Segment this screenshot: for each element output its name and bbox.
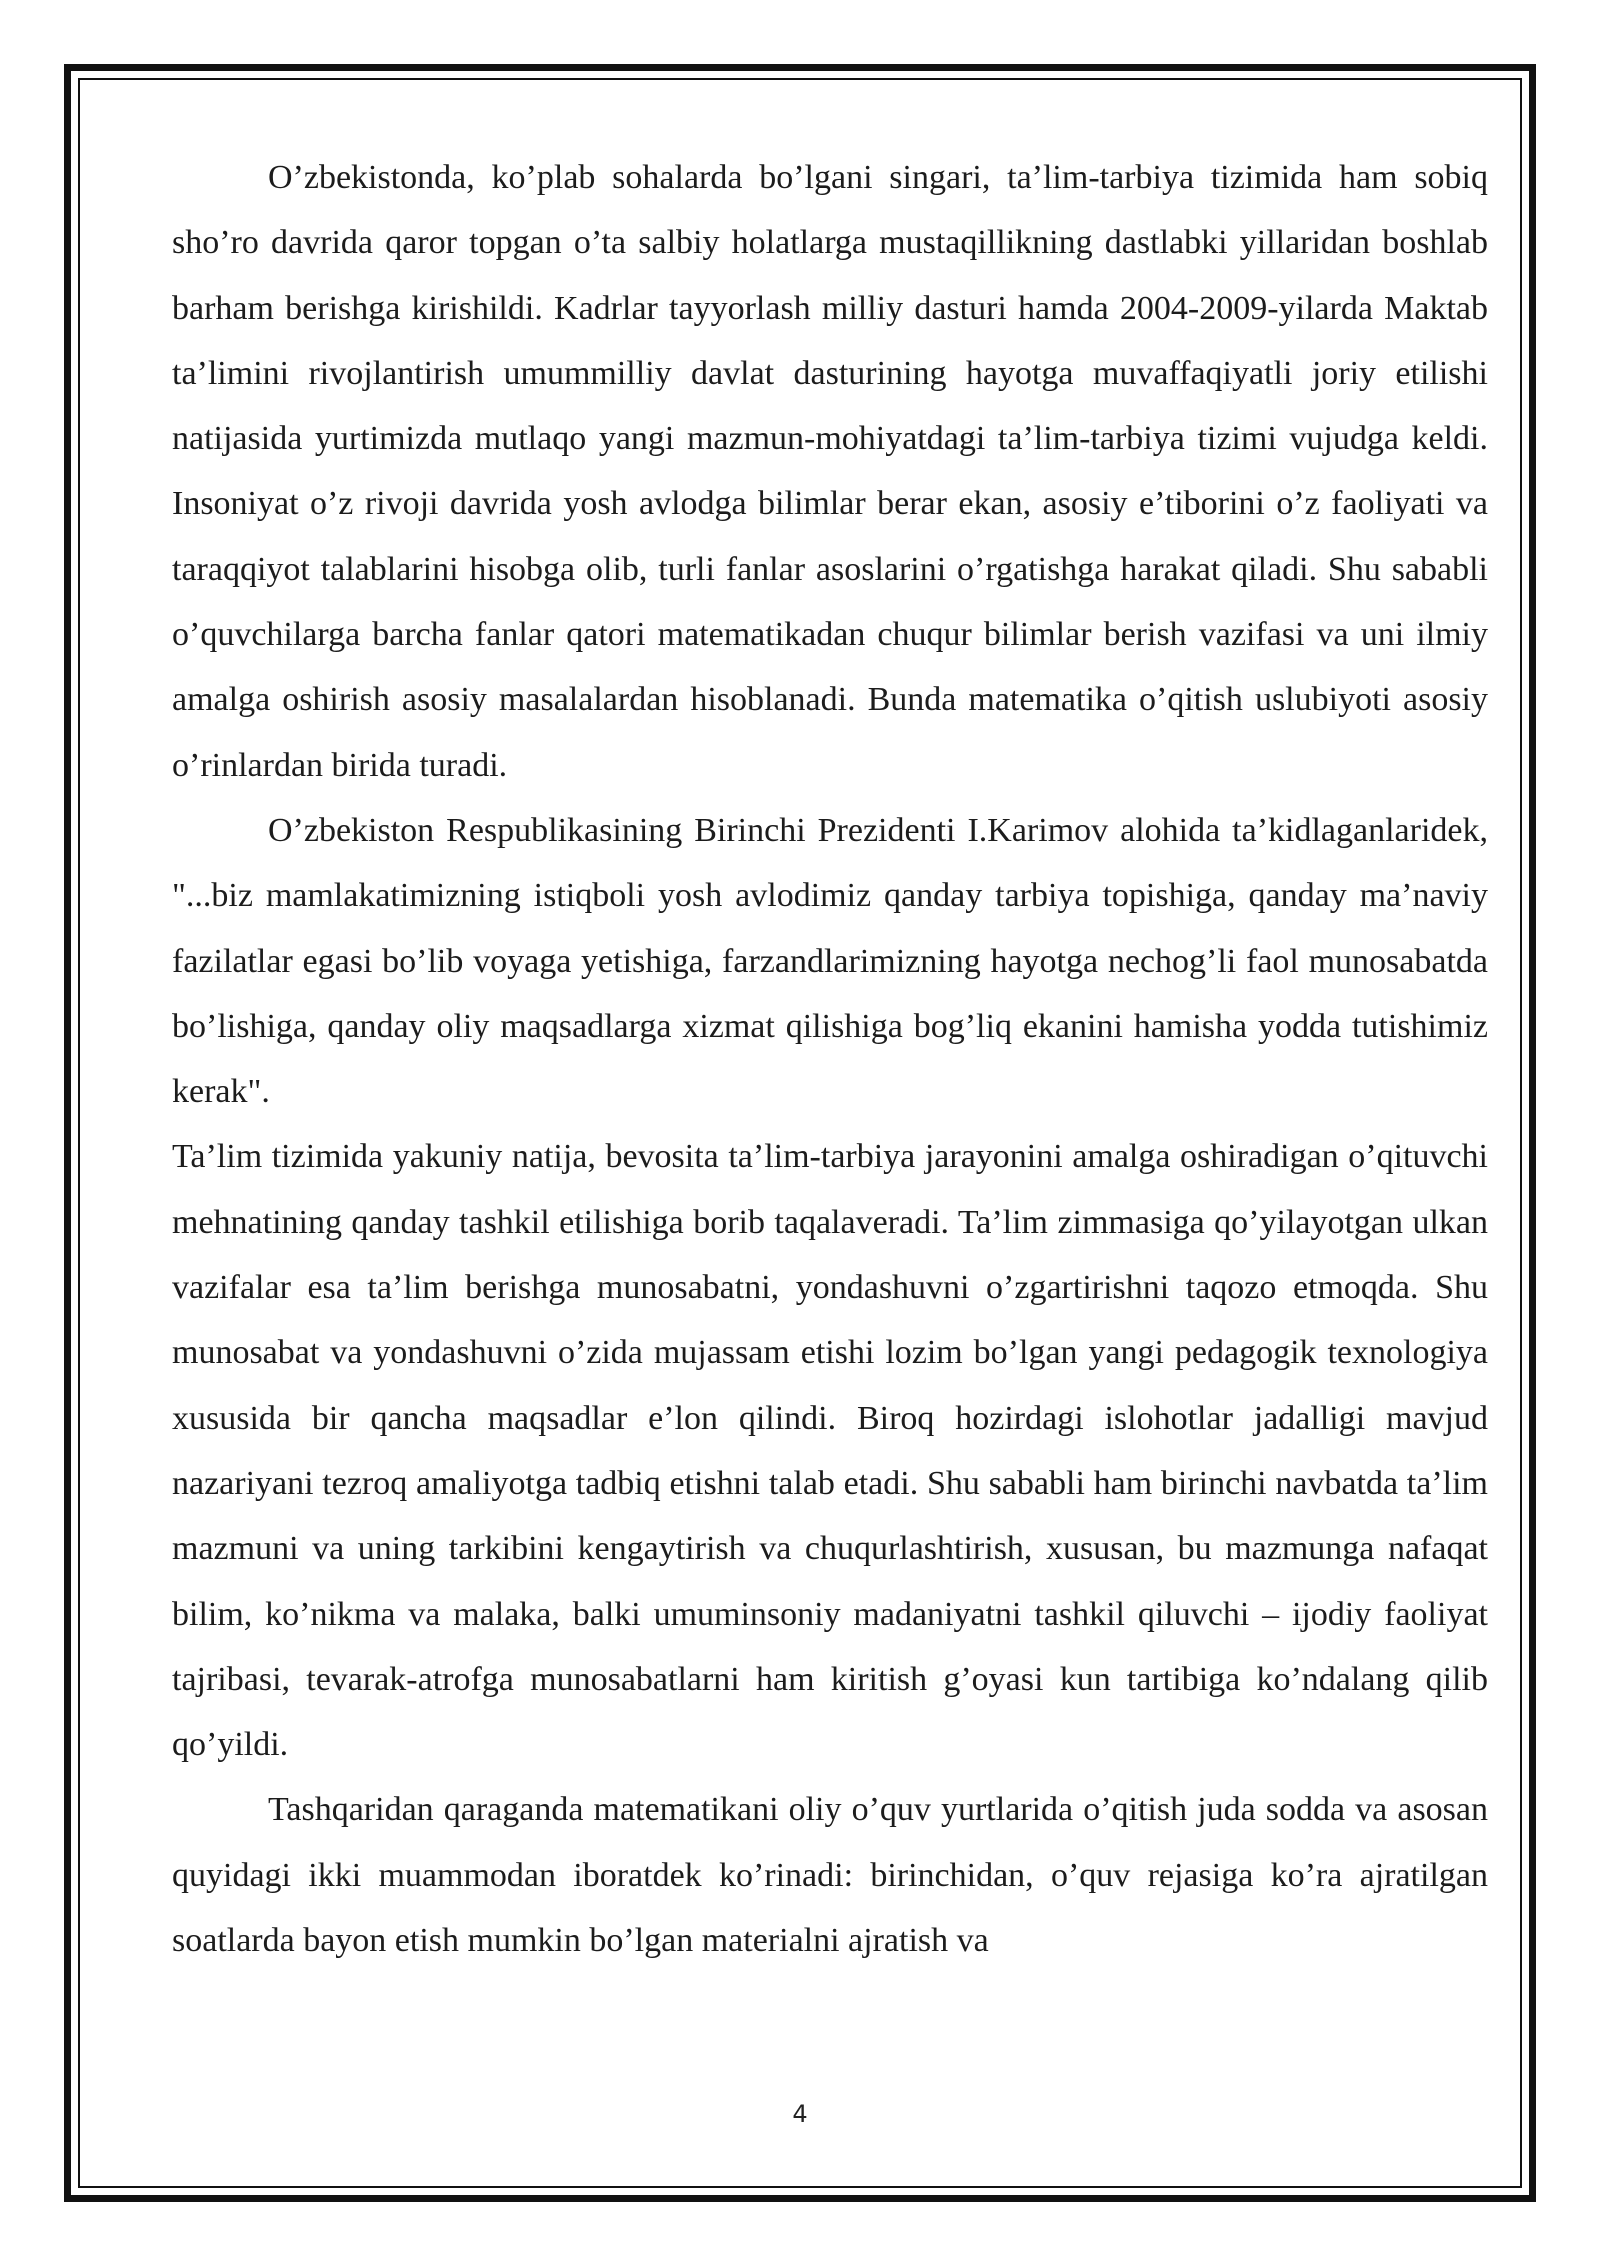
paragraph-4: Tashqaridan qaraganda matematikani oliy o’quv yurtlarida o’qitish juda sodda va asosan quyidagi ikki muammodan iboratdek ko’rinadi: birinchidan, o’quv rejasiga ko’ra ajratilgan soatlarda bayon etish mumkin bo’lgan materialni ajratish va [172, 1791, 1488, 1960]
page-number: 4 [792, 2100, 808, 2128]
document-body [172, 145, 1488, 1973]
paragraph-3: Ta’lim tizimida yakuniy natija, bevosita ta’lim-tarbiya jarayonini amalga oshiradigan o’qituvchi mehnatining qanday tashkil etilishiga borib taqalaveradi. Ta’lim zimmasiga qo’yilayotgan ulkan vazifalar esa ta’lim berishga munosabatni, yondashuvni o’zgartirishni taqozo etmoqda. Shu munosabat va yondashuvni o’zida mujassam etishi lozim bo’lgan yangi pedagogik texnologiya xususida bir qancha maqsadlar e’lon qilindi. Biroq hozirdagi islohotlar jadalligi mavjud nazariyani tezroq amaliyotga tadbiq etishni talab etadi. Shu sababli ham birinchi navbatda ta’lim mazmuni va uning tarkibini kengaytirish va chuqurlashtirish, xususan, bu mazmunga nafaqat bilim, ko’nikma va malaka, balki umuminsoniy madaniyatni tashkil qiluvchi – ijodiy faoliyat tajribasi, tevarak-atrofga munosabatlarni ham kiritish g’oyasi kun tartibiga ko’ndalang qilib qo’yildi. [172, 1138, 1488, 1764]
paragraph-2: O’zbekiston Respublikasining Birinchi Prezidenti I.Karimov alohida ta’kidlaganlaridek, "...biz mamlakatimizning istiqboli yosh avlodimiz qanday tarbiya topishiga, qanday ma’naviy fazilatlar egasi bo’lib voyaga yetishiga, farzandlarimizning hayotga nechog’li faol munosabatda bo’lishiga, qanday oliy maqsadlarga xizmat qilishiga bog’liq ekanini hamisha yodda tutishimiz kerak". [172, 811, 1488, 1111]
paragraph-1: O’zbekistonda, ko’plab sohalarda bo’lgani singari, ta’lim-tarbiya tizimida ham sobiq sho’ro davrida qaror topgan o’ta salbiy holatlarga mustaqillikning dastlabki yillaridan boshlab barham berishga kirishildi. Kadrlar tayyorlash milliy dasturi hamda 2004-2009-yilarda Maktab ta’limini rivojlantirish umummilliy davlat dasturining hayotga muvaffaqiyatli joriy etilishi natijasida yurtimizda mutlaqo yangi mazmun-mohiyatdagi ta’lim-tarbiya tizimi vujudga keldi. Insoniyat o’z rivoji davrida yosh avlodga bilimlar berar ekan, asosiy e’tiborini o’z faoliyati va taraqqiyot talablarini hisobga olib, turli fanlar asoslarini o’rgatishga harakat qiladi. Shu sababli o’quvchilarga barcha fanlar qatori matematikadan chuqur bilimlar berish vazifasi va uni ilmiy amalga oshirish asosiy masalalardan hisoblanadi. Bunda matematika o’qitish uslubiyoti asosiy o’rinlardan birida turadi. [172, 159, 1488, 784]
